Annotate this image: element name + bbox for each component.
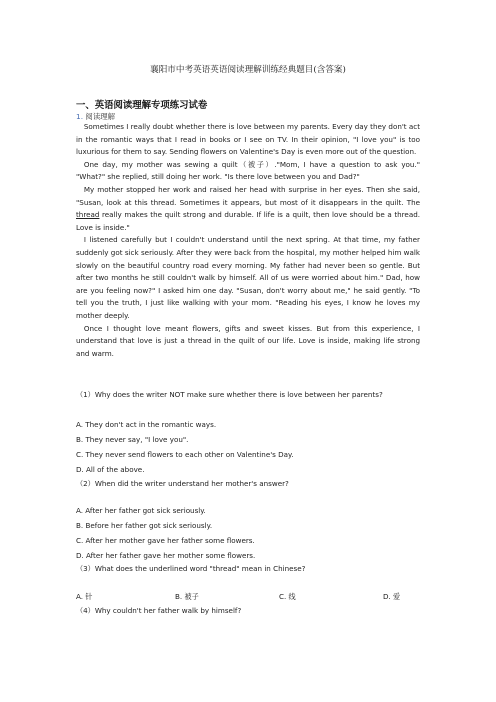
document-title: 襄阳市中考英语英语阅读理解训练经典题目(含答案) — [150, 65, 346, 75]
section-heading: 一、英语阅读理解专项练习试卷 — [76, 100, 208, 111]
question-2: （2）When did the writer understand her mother's answer? — [76, 479, 289, 488]
q3-option-a: A. 针 — [76, 592, 93, 601]
paragraph-3-part-a: My mother stopped her work and raised her head with surprise in her eyes. Then she said, "Susan, look at this thread. Sometimes it appears, but most of it disappears in the quilt. The — [76, 184, 420, 207]
item-number: 1. — [76, 112, 84, 121]
q3-option-b: B. 被子 — [175, 592, 199, 601]
q2-option-d: D. After her father gave her mother some flowers. — [76, 551, 256, 560]
q1-option-d: D. All of the above. — [76, 465, 145, 474]
item-label: 阅读理解 — [85, 112, 115, 121]
q2-option-c: C. After her mother gave her father some flowers. — [76, 536, 255, 545]
q1-option-a: A. They don't act in the romantic ways. — [76, 420, 217, 429]
question-4: （4）Why couldn't her father walk by himself? — [76, 606, 242, 615]
passage-paragraph-2: One day, my mother was sewing a quilt（被子）."Mom, I have a question to ask you." "What?" she replied, still doing her work. "Is there love between you and Dad?" — [76, 159, 420, 182]
question-1: （1）Why does the writer NOT make sure whether there is love between her parents? — [76, 390, 383, 399]
underlined-word-thread: thread — [76, 210, 100, 220]
q3-option-c: C. 线 — [279, 592, 296, 601]
passage-paragraph-3 — [76, 184, 420, 234]
passage-paragraph-1: Sometimes I really doubt whether there is love between my parents. Every day they don't act in the romantic ways that I read in books or I see on TV. In their opinion, "I love you" is too luxurious for them to say. Sending flowers on Valentine's Day is even more out of the question. — [76, 122, 420, 157]
q1-option-b: B. They never say, "I love you". — [76, 435, 189, 444]
q2-option-a: A. After her father got sick seriously. — [76, 506, 206, 515]
q3-option-d: D. 爱 — [383, 592, 401, 601]
question-3: （3）What does the underlined word "thread" mean in Chinese? — [76, 564, 306, 573]
passage-paragraph-5: Once I thought love meant flowers, gifts and sweet kisses. But from this experience, I understand that love is just a thread in the quilt of our life. Love is inside, making life strong and warm. — [76, 323, 420, 358]
q1-option-c: C. They never send flowers to each other on Valentine's Day. — [76, 450, 294, 459]
q2-option-b: B. Before her father got sick seriously. — [76, 521, 213, 530]
passage-paragraph-4: I listened carefully but I couldn't understand until the next spring. At that time, my father suddenly got sick seriously. After they were back from the hospital, my mother helped him walk slowly on the beautiful country road every morning. My father had never been so gentle. But after two months he still couldn't walk by himself. All of us were worried about him." Dad, how are you feeling now?" I asked him one day. "Susan, don't worry about me," he said gently. "To tell you the truth, I just like walking with your mom. "Reading his eyes, I know he loves my mother deeply. — [76, 235, 420, 320]
passage — [76, 121, 420, 360]
paragraph-3-part-b: really makes the quilt strong and durable. If life is a quilt, then love should be a thread. Love is inside." — [76, 210, 420, 232]
